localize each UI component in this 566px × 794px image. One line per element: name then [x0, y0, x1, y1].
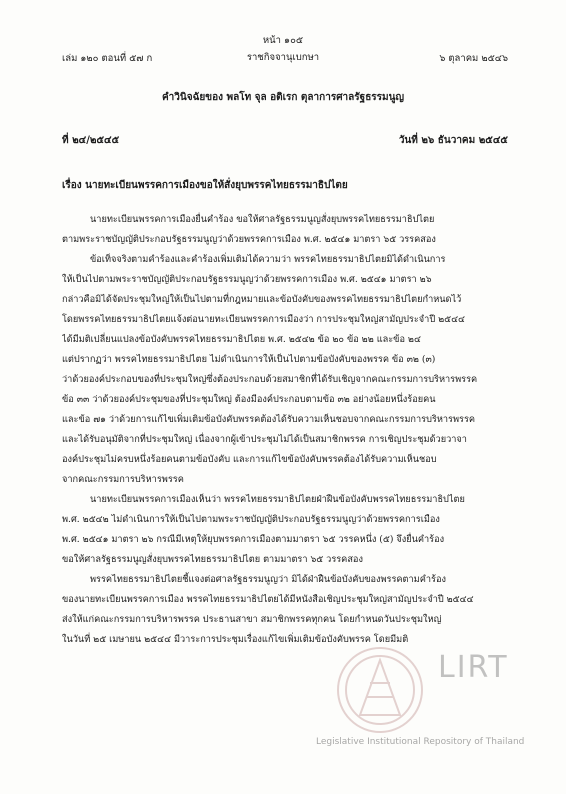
body-line: องค์ประชุมไม่ครบหนึ่งร้อยคนตามข้อบังคับ และการแก้ไขข้อบังคับพรรคต้องได้รับความเห็นชอบ [62, 454, 437, 465]
document-title: คำวินิจฉัยของ พลโท จุล อติเรก ตุลาการศาลรัฐธรรมนูญ [161, 92, 404, 103]
body-line: ขอให้ศาลรัฐธรรมนูญสั่งยุบพรรคไทยธรรมาธิปไตย ตามมาตรา ๖๕ วรรคสอง [62, 554, 363, 565]
volume-issue: เล่ม ๑๒๐ ตอนที่ ๕๗ ก [62, 53, 153, 64]
gazette-date: ๖ ตุลาคม ๒๕๔๖ [439, 53, 508, 64]
body-line: พรรคไทยธรรมาธิปไตยชี้แจงต่อศาลรัฐธรรมนูญว่า มิได้ฝ่าฝืนข้อบังคับของพรรคตามคำร้อง [90, 574, 446, 585]
page-number: หน้า ๑๐๕ [262, 35, 304, 46]
body-line: และได้รับอนุมัติจากที่ประชุมใหญ่ เนื่องจากผู้เข้าประชุมไม่ได้เป็นสมาชิกพรรค การเชิญประชุมด้วยวาจา [62, 434, 467, 445]
body-line: นายทะเบียนพรรคการเมืองเห็นว่า พรรคไทยธรรมาธิปไตยฝ่าฝืนข้อบังคับพรรคไทยธรรมาธิปไตย [90, 494, 465, 505]
watermark-caption: Legislative Institutional Repository of Thailand [316, 737, 525, 747]
body-line: ให้เป็นไปตามพระราชบัญญัติประกอบรัฐธรรมนูญว่าด้วยพรรคการเมือง พ.ศ. ๒๕๔๑ มาตรา ๒๖ [62, 274, 432, 285]
gazette-name: ราชกิจจานุเบกษา [246, 52, 320, 63]
body-line: นายทะเบียนพรรคการเมืองยื่นคำร้อง ขอให้ศาลรัฐธรรมนูญสั่งยุบพรรคไทยธรรมาธิปไตย [90, 214, 435, 225]
body-line: ในวันที่ ๒๕ เมษายน ๒๕๔๔ มีวาระการประชุมเรื่องแก้ไขเพิ่มเติมข้อบังคับพรรค โดยมีมติ [62, 634, 409, 645]
document-body [62, 210, 508, 650]
body-line: โดยพรรคไทยธรรมาธิปไตยแจ้งต่อนายทะเบียนพรรคการเมืองว่า การประชุมใหญ่สามัญประจำปี ๒๕๔๔ [62, 314, 465, 325]
decision-date: วันที่ ๒๖ ธันวาคม ๒๕๔๕ [398, 135, 508, 146]
body-line: พ.ศ. ๒๕๔๒ ไม่ดำเนินการให้เป็นไปตามพระราชบัญญัติประกอบรัฐธรรมนูญว่าด้วยพรรคการเมือง [62, 514, 440, 525]
body-line: ข้อเท็จจริงตามคำร้องและคำร้องเพิ่มเติมได้ความว่า พรรคไทยธรรมาธิปไตยมิได้ดำเนินการ [90, 254, 446, 265]
body-line: จากคณะกรรมการบริหารพรรค [62, 474, 184, 485]
body-line: แต่ปรากฏว่า พรรคไทยธรรมาธิปไตย ไม่ดำเนินการให้เป็นไปตามข้อบังคับของพรรค ข้อ ๓๒ (๓) [62, 354, 436, 365]
body-line: พ.ศ. ๒๕๔๑ มาตรา ๒๖ กรณีมีเหตุให้ยุบพรรคการเมืองตามมาตรา ๖๕ วรรคหนึ่ง (๕) จึงยื่นคำร้อง [62, 534, 445, 545]
body-line: และข้อ ๗๑ ว่าด้วยการแก้ไขเพิ่มเติมข้อบังคับพรรคต้องได้รับความเห็นชอบจากคณะกรรมการบริหารพรรค [62, 414, 476, 425]
body-line: ได้มีมติเปลี่ยนแปลงข้อบังคับพรรคไทยธรรมาธิปไตย พ.ศ. ๒๕๔๒ ข้อ ๒๐ ข้อ ๒๒ และข้อ ๒๔ [62, 334, 421, 345]
body-line: ของนายทะเบียนพรรคการเมือง พรรคไทยธรรมาธิปไตยได้มีหนังสือเชิญประชุมใหญ่สามัญประจำปี ๒๕๔๔ [62, 594, 474, 605]
body-line: ข้อ ๓๓ ว่าด้วยองค์ประชุมของที่ประชุมใหญ่ ต้องมีองค์ประกอบตามข้อ ๓๒ อย่างน้อยหนึ่งร้อยคน [62, 394, 436, 405]
decision-number: ที่ ๒๔/๒๕๔๕ [62, 135, 120, 146]
watermark-logo-text: LIRT [438, 650, 509, 685]
body-line: ส่งให้แก่คณะกรรมการบริหารพรรค ประธานสาขา สมาชิกพรรคทุกคน โดยกำหนดวันประชุมใหญ่ [62, 614, 442, 625]
body-line: ตามพระราชบัญญัติประกอบรัฐธรรมนูญว่าด้วยพรรคการเมือง พ.ศ. ๒๕๔๑ มาตรา ๖๕ วรรคสอง [62, 234, 436, 245]
document-subject: เรื่อง นายทะเบียนพรรคการเมืองขอให้สั่งยุบพรรคไทยธรรมาธิปไตย [62, 180, 348, 191]
body-line: กล่าวคือมิได้จัดประชุมใหญ่ให้เป็นไปตามที่กฎหมายและข้อบังคับของพรรคไทยธรรมาธิปไตยกำหนดไว้ [62, 294, 462, 305]
body-line: ว่าด้วยองค์ประกอบของที่ประชุมใหญ่ซึ่งต้องประกอบด้วยสมาชิกที่ได้รับเชิญจากคณะกรรมการบริหารพรรค [62, 374, 478, 385]
